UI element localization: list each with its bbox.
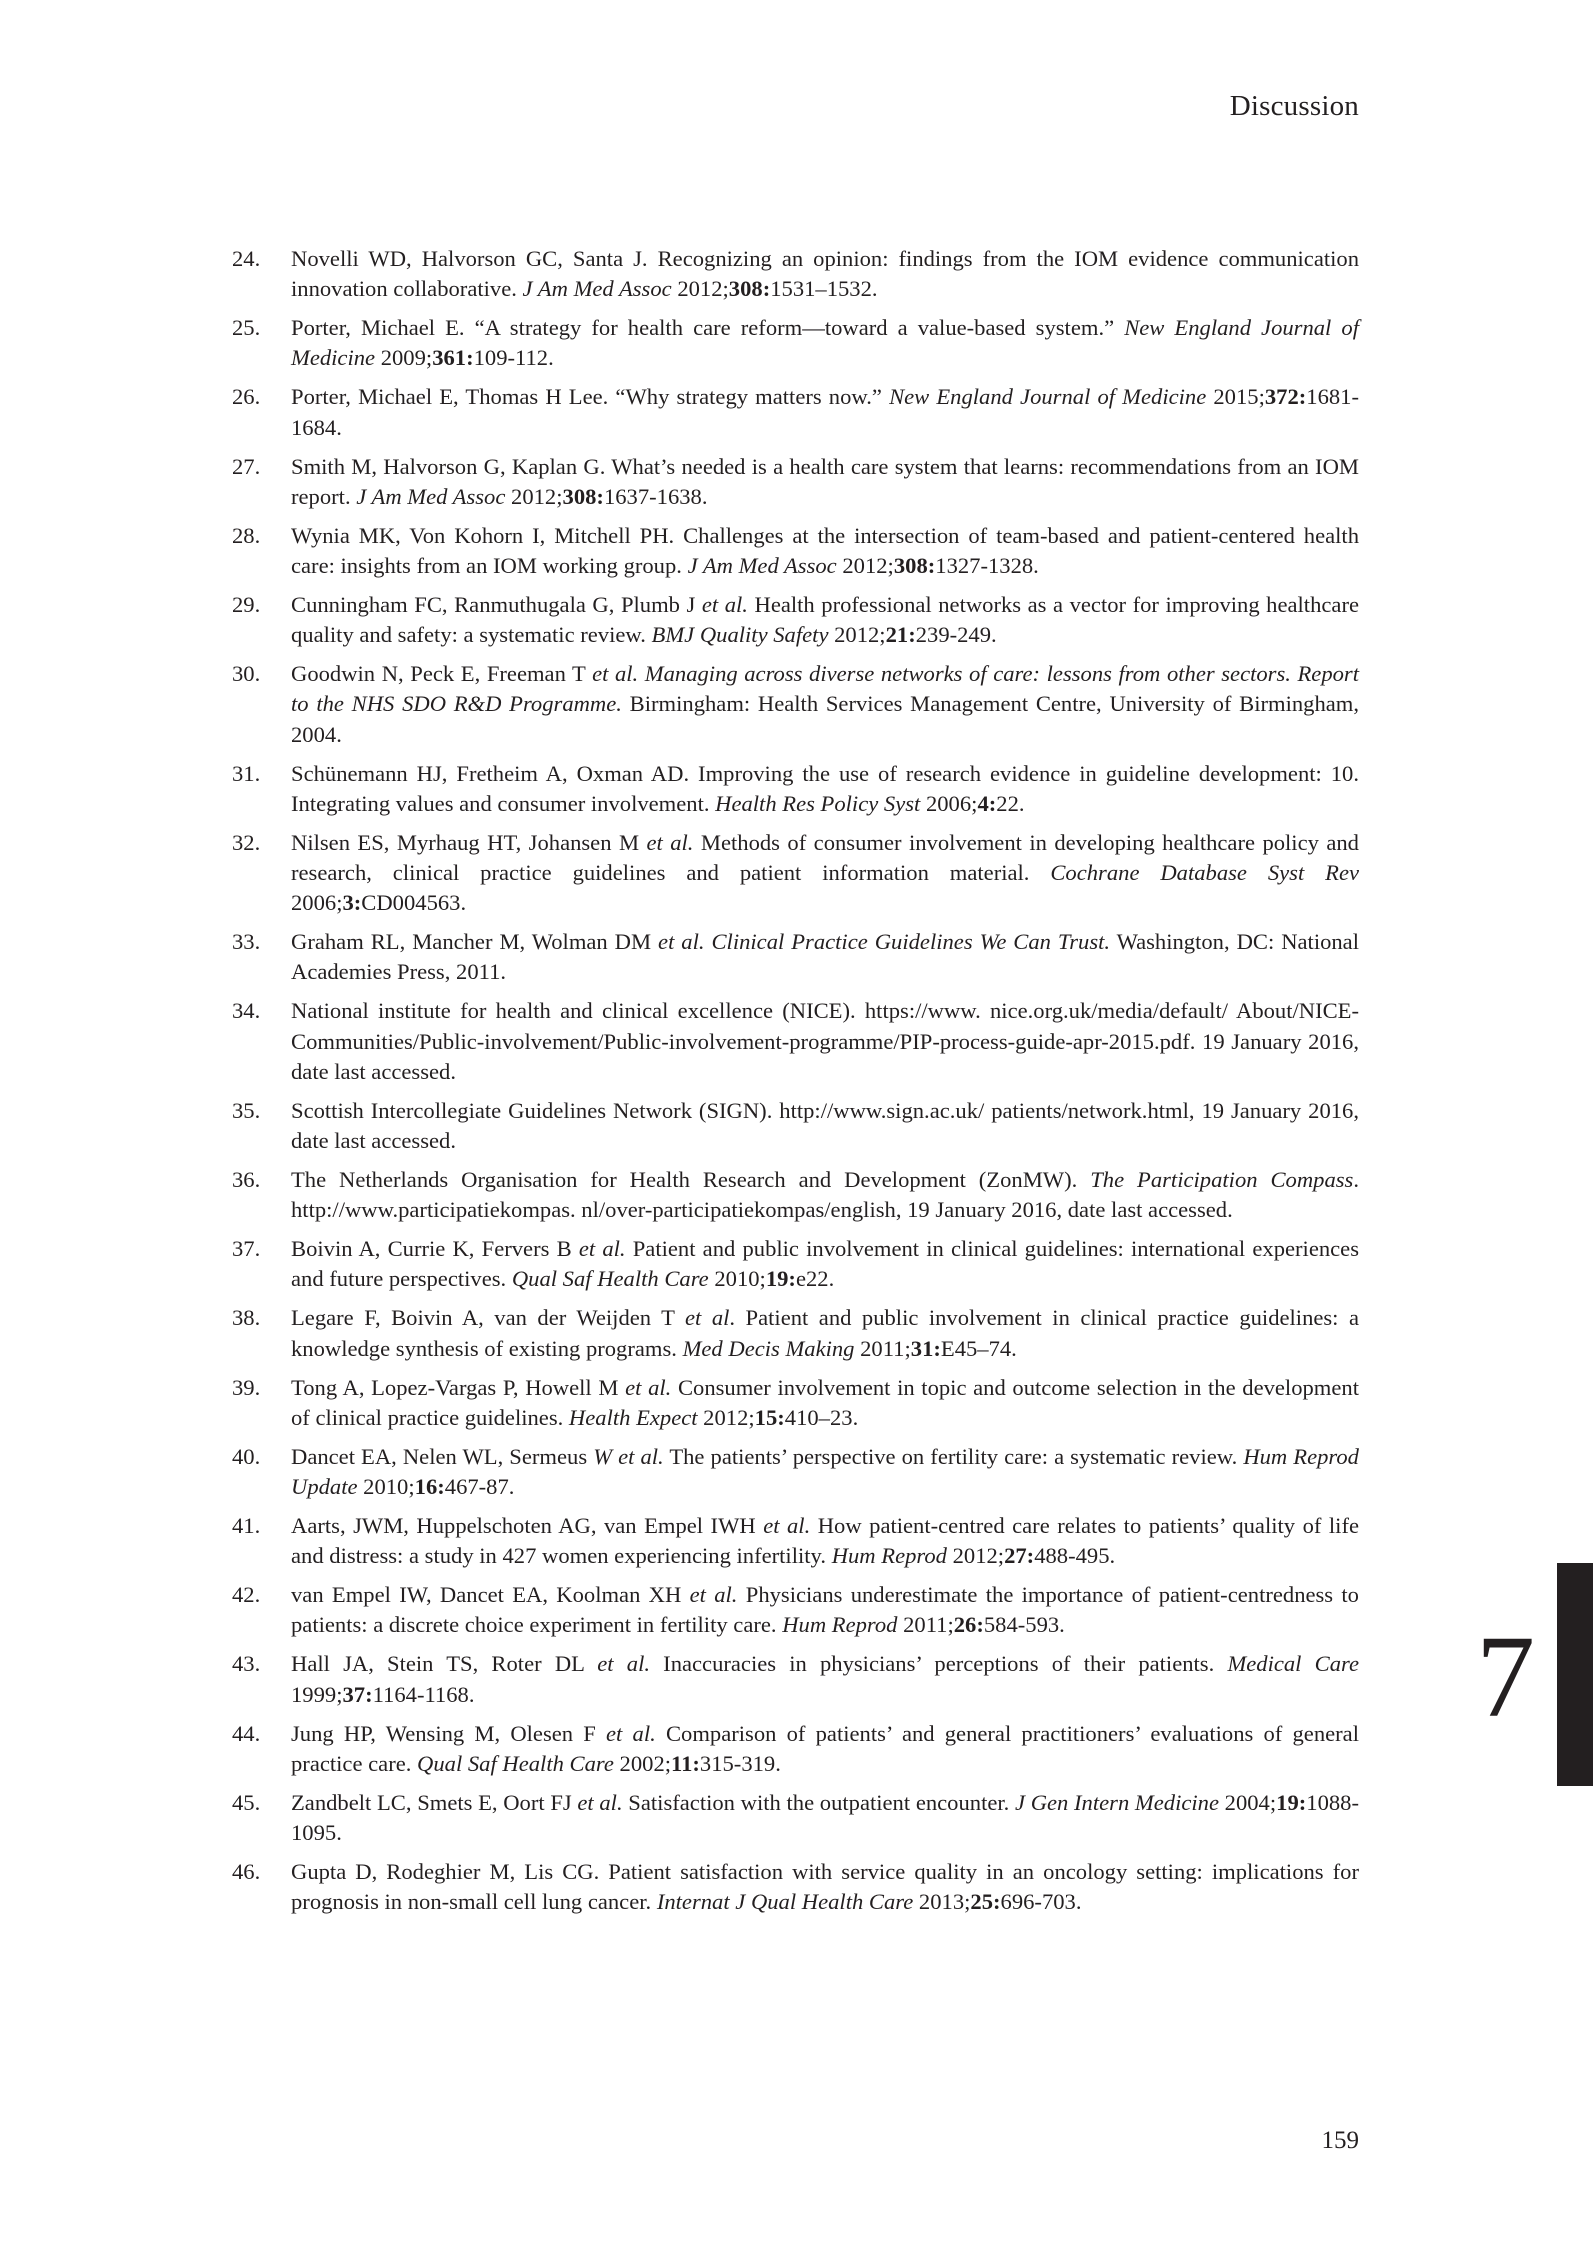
- reference-text: Smith M, Halvorson G, Kaplan G. What’s needed is a health care system that learns: recommendations from an IOM report. J Am Med Assoc 2012;308:1637-1638.: [291, 453, 1359, 509]
- reference-text: Wynia MK, Von Kohorn I, Mitchell PH. Challenges at the intersection of team-based and patient-centered health care: insights from an IOM working group. J Am Med Assoc 2012;308:1327-1328.: [291, 522, 1359, 579]
- reference-number: 40.: [232, 1443, 261, 1469]
- reference-text: Tong A, Lopez-Vargas P, Howell M et al. Consumer involvement in topic and outcome selection in the development of clinical practice guidelines. Health Expect 2012;15:410–23.: [291, 1374, 1359, 1430]
- reference-number: 32.: [232, 829, 261, 855]
- reference-text: Cunningham FC, Ranmuthugala G, Plumb J et al. Health professional networks as a vector for improving healthcare quality and safety: a systematic review. BMJ Quality Safety 2012;21:239-249.: [291, 592, 1359, 648]
- reference-text: Zandbelt LC, Smets E, Oort FJ et al. Satisfaction with the outpatient encounter. J Gen Intern Medicine 2004;19:1088-1095.: [291, 1789, 1359, 1846]
- reference-text: Graham RL, Mancher M, Wolman DM et al. Clinical Practice Guidelines We Can Trust. Washington, DC: National Academies Press, 2011.: [291, 929, 1359, 985]
- reference-number: 34.: [232, 998, 261, 1024]
- reference-item: [232, 927, 1359, 987]
- reference-text: van Empel IW, Dancet EA, Koolman XH et al. Physicians underestimate the importance of patient-centredness to patients: a discrete choice experiment in fertility care. Hum Reprod 2011;26:584-593.: [291, 1582, 1359, 1638]
- reference-text: Aarts, JWM, Huppelschoten AG, van Empel IWH et al. How patient-centred care relates to patients’ quality of life and distress: a study in 427 women experiencing infertility. Hum Reprod 2012;27:488-495.: [291, 1513, 1359, 1569]
- reference-item: [232, 1096, 1359, 1156]
- reference-item: [232, 828, 1359, 919]
- reference-item: [232, 1788, 1359, 1848]
- reference-number: 35.: [232, 1097, 261, 1123]
- reference-number: 41.: [232, 1513, 261, 1539]
- reference-item: [232, 1857, 1359, 1917]
- reference-item: [232, 1719, 1359, 1779]
- reference-number: 25.: [232, 315, 261, 341]
- reference-list: [232, 244, 1359, 1926]
- reference-number: 26.: [232, 384, 261, 410]
- reference-item: [232, 1649, 1359, 1709]
- reference-text: Gupta D, Rodeghier M, Lis CG. Patient satisfaction with service quality in an oncology setting: implications for prognosis in non-small cell lung cancer. Internat J Qual Health Care 2013;25:696-703.: [291, 1859, 1359, 1915]
- reference-number: 28.: [232, 522, 261, 548]
- reference-item: [232, 1234, 1359, 1294]
- reference-item: [232, 382, 1359, 442]
- reference-item: [232, 452, 1359, 512]
- reference-item: [232, 1511, 1359, 1571]
- reference-text: Hall JA, Stein TS, Roter DL et al. Inaccuracies in physicians’ perceptions of their patients. Medical Care 1999;37:1164-1168.: [291, 1651, 1359, 1707]
- reference-text: Legare F, Boivin A, van der Weijden T et al. Patient and public involvement in clinical practice guidelines: a knowledge synthesis of existing programs. Med Decis Making 2011;31:E45–74.: [291, 1305, 1359, 1361]
- reference-number: 29.: [232, 592, 261, 618]
- reference-number: 37.: [232, 1236, 261, 1262]
- reference-number: 30.: [232, 661, 261, 687]
- reference-item: [232, 590, 1359, 650]
- reference-text: National institute for health and clinical excellence (NICE). https://www. nice.org.uk/media/default/ About/NICE-Communities/Public-involvement/Public-involvement-programme/PIP-process-guide-apr-2015.pdf. 19 January 2016, date last accessed.: [291, 998, 1359, 1084]
- reference-text: Novelli WD, Halvorson GC, Santa J. Recognizing an opinion: findings from the IOM evidence communication innovation collaborative. J Am Med Assoc 2012;308:1531–1532.: [291, 246, 1359, 302]
- reference-text: Dancet EA, Nelen WL, Sermeus W et al. The patients’ perspective on fertility care: a systematic review. Hum Reprod Update 2010;16:467-87.: [291, 1443, 1359, 1500]
- reference-number: 43.: [232, 1651, 261, 1677]
- reference-text: Nilsen ES, Myrhaug HT, Johansen M et al. Methods of consumer involvement in developing healthcare policy and research, clinical practice guidelines and patient information material. Cochrane Database Syst Rev 2006;3:CD004563.: [291, 829, 1360, 916]
- reference-item: [232, 244, 1359, 304]
- reference-text: Porter, Michael E. “A strategy for health care reform—toward a value-based system.” New England Journal of Medicine 2009;361:109-112.: [291, 315, 1359, 371]
- reference-text: Goodwin N, Peck E, Freeman T et al. Managing across diverse networks of care: lessons from other sectors. Report to the NHS SDO R&D Programme. Birmingham: Health Services Management Centre, University of Birmingham, 2004.: [291, 661, 1360, 747]
- chapter-tab: [1557, 1563, 1593, 1786]
- reference-number: 24.: [232, 246, 261, 271]
- reference-number: 31.: [232, 760, 261, 786]
- reference-text: Scottish Intercollegiate Guidelines Network (SIGN). http://www.sign.ac.uk/ patients/network.html, 19 January 2016, date last accessed.: [291, 1097, 1359, 1154]
- reference-item: [232, 1580, 1359, 1640]
- reference-number: 38.: [232, 1305, 261, 1331]
- reference-item: [232, 996, 1359, 1087]
- reference-text: Boivin A, Currie K, Fervers B et al. Patient and public involvement in clinical guidelines: international experiences and future perspectives. Qual Saf Health Care 2010;19:e22.: [291, 1236, 1359, 1292]
- reference-number: 27.: [232, 453, 261, 479]
- reference-number: 44.: [232, 1720, 261, 1746]
- reference-item: [232, 521, 1359, 581]
- reference-number: 46.: [232, 1859, 261, 1885]
- page-number: 159: [1321, 2127, 1359, 2154]
- reference-text: Jung HP, Wensing M, Olesen F et al. Comparison of patients’ and general practitioners’ evaluations of general practice care. Qual Saf Health Care 2002;11:315-319.: [291, 1720, 1359, 1776]
- reference-item: [232, 1303, 1359, 1363]
- reference-number: 36.: [232, 1167, 261, 1193]
- chapter-number: 7: [1476, 1611, 1535, 1742]
- reference-item: [232, 1373, 1359, 1433]
- reference-item: [232, 759, 1359, 819]
- reference-number: 42.: [232, 1582, 261, 1608]
- reference-number: 45.: [232, 1789, 261, 1815]
- reference-text: Schünemann HJ, Fretheim A, Oxman AD. Improving the use of research evidence in guideline development: 10. Integrating values and consumer involvement. Health Res Policy Syst 2006;4:22.: [291, 760, 1359, 816]
- reference-item: [232, 659, 1359, 750]
- running-header: Discussion: [1229, 90, 1359, 122]
- reference-number: 39.: [232, 1374, 261, 1400]
- reference-text: Porter, Michael E, Thomas H Lee. “Why strategy matters now.” New England Journal of Medicine 2015;372:1681-1684.: [291, 384, 1359, 440]
- reference-item: [232, 1165, 1359, 1225]
- reference-number: 33.: [232, 929, 261, 955]
- reference-item: [232, 1442, 1359, 1502]
- reference-item: [232, 313, 1359, 373]
- reference-text: The Netherlands Organisation for Health Research and Development (ZonMW). The Participation Compass. http://www.participatiekompas. nl/over-participatiekompas/english, 19 January 2016, date last accessed.: [291, 1167, 1359, 1223]
